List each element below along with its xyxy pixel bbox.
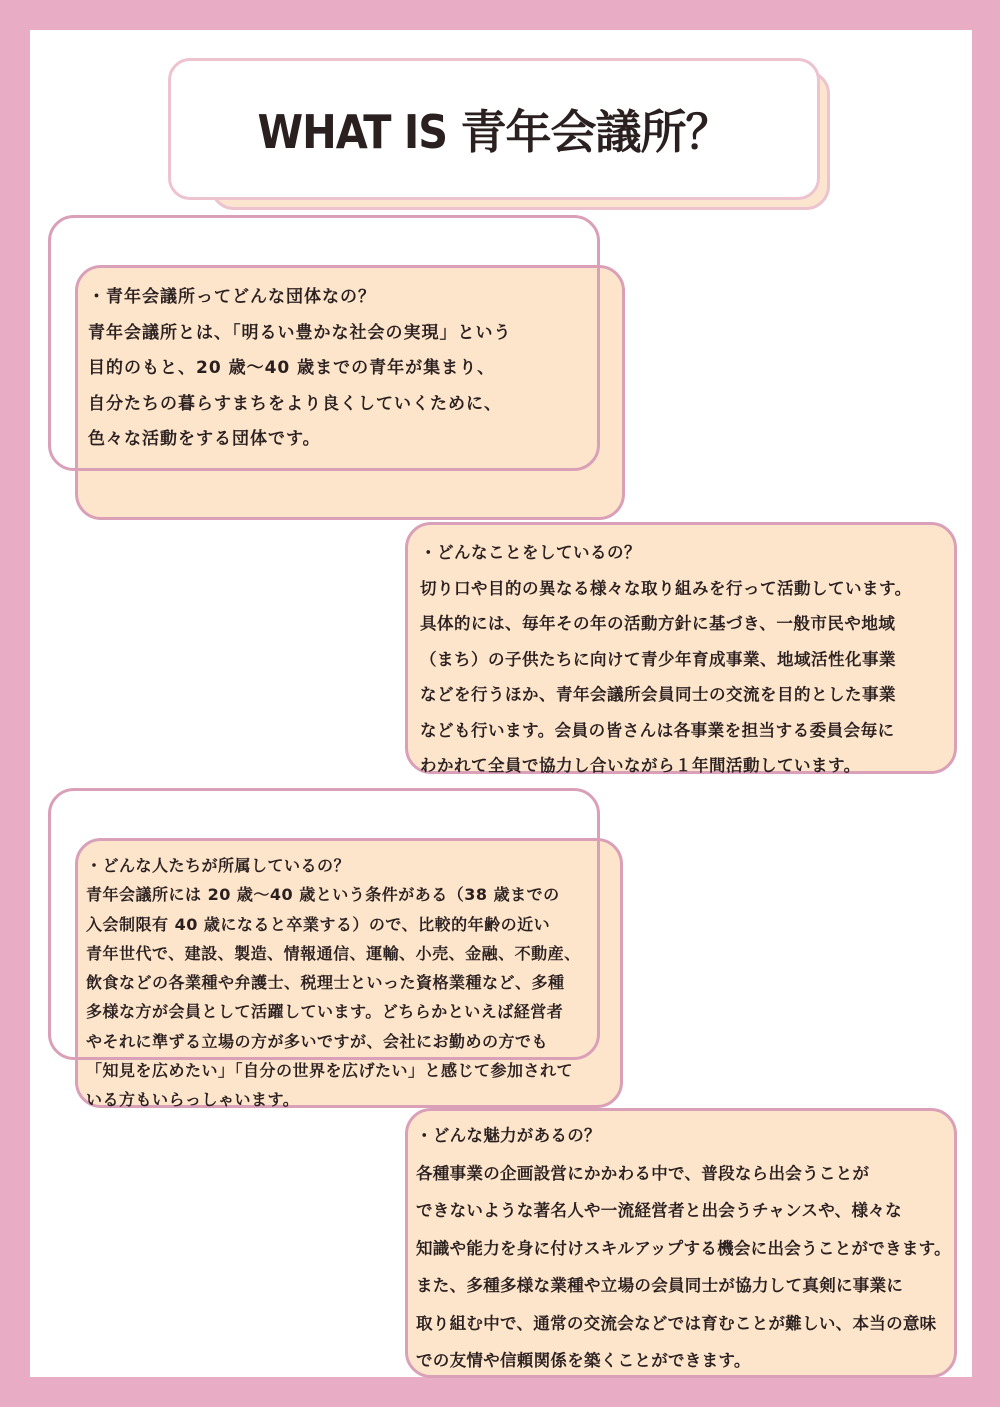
section-line: 「知見を広めたい」「自分の世界を広げたい」と感じて参加されて <box>86 1061 574 1081</box>
section-line: 青年会議所とは、「明るい豊かな社会の実現」という <box>88 322 512 343</box>
section-card-appeal <box>405 1108 957 1378</box>
section-line: 青年世代で、建設、製造、情報通信、運輸、小売、金融、不動産、 <box>86 943 581 963</box>
section-line: 取り組む中で、通常の交流会などでは育むことが難しい、本当の意味 <box>416 1313 937 1333</box>
section-outline-decoration <box>48 788 600 1060</box>
section-card-activities <box>405 522 957 774</box>
section-line: なども行います。会員の皆さんは各事業を担当する委員会毎に <box>420 720 895 740</box>
page-title: WHAT IS 青年会議所？ <box>257 105 731 159</box>
section-line: また、多種多様な業種や立場の会員同士が協力して真剣に事業に <box>416 1276 904 1295</box>
section-line: やそれに準ずる立場の方が多いですが、会社にお勤めの方でも <box>86 1031 549 1051</box>
section-line: 切り口や目的の異なる様々な取り組みを行って活動しています。 <box>420 578 912 598</box>
section-line: 飲食などの各業種や弁護士、税理士といった資格業種など、多種 <box>86 973 565 993</box>
section-heading: ・青年会議所ってどんな団体なの？ <box>88 287 376 307</box>
section-line: などを行うほか、青年会議所会員同士の交流を目的とした事業 <box>420 685 896 704</box>
section-line: 多様な方が会員として活躍しています。どちらかといえば経営者 <box>86 1002 564 1022</box>
section-line: 青年会議所には 20 歳～40 歳という条件がある（38 歳までの <box>86 885 560 905</box>
title-banner <box>168 58 820 200</box>
section-outline-decoration <box>48 215 600 471</box>
section-line: いる方もいらっしゃいます。 <box>86 1090 300 1110</box>
section-line: わかれて全員で協力し合いながら１年間活動しています。 <box>420 756 861 775</box>
section-heading: ・どんな魅力があるの？ <box>416 1126 601 1145</box>
section-line: 入会制限有 40 歳になると卒業する）ので、比較的年齢の近い <box>86 914 551 934</box>
section-line: 具体的には、毎年その年の活動方針に基づき、一般市民や地域 <box>420 614 896 633</box>
section-line: 知識や能力を身に付けスキルアップする機会に出会うことができます。 <box>416 1238 951 1258</box>
section-line: 自分たちの暮らすまちをより良くしていくために、 <box>88 393 502 414</box>
section-line: 各種事業の企画設営にかかわる中で、普段なら出会うことが <box>416 1163 870 1183</box>
section-line: 色々な活動をする団体です。 <box>88 429 321 449</box>
section-line: 目的のもと、20 歳～40 歳までの青年が集まり、 <box>88 358 496 378</box>
section-heading: ・どんなことをしているの？ <box>420 543 641 562</box>
section-line: （まち）の子供たちに向けて青少年育成事業、地域活性化事業 <box>420 649 896 669</box>
section-line: での友情や信頼関係を築くことができます。 <box>416 1351 751 1370</box>
section-heading: ・どんな人たちが所属しているの？ <box>86 856 351 875</box>
section-line: できないような著名人や一流経営者と出会うチャンスや、様々な <box>416 1201 902 1220</box>
